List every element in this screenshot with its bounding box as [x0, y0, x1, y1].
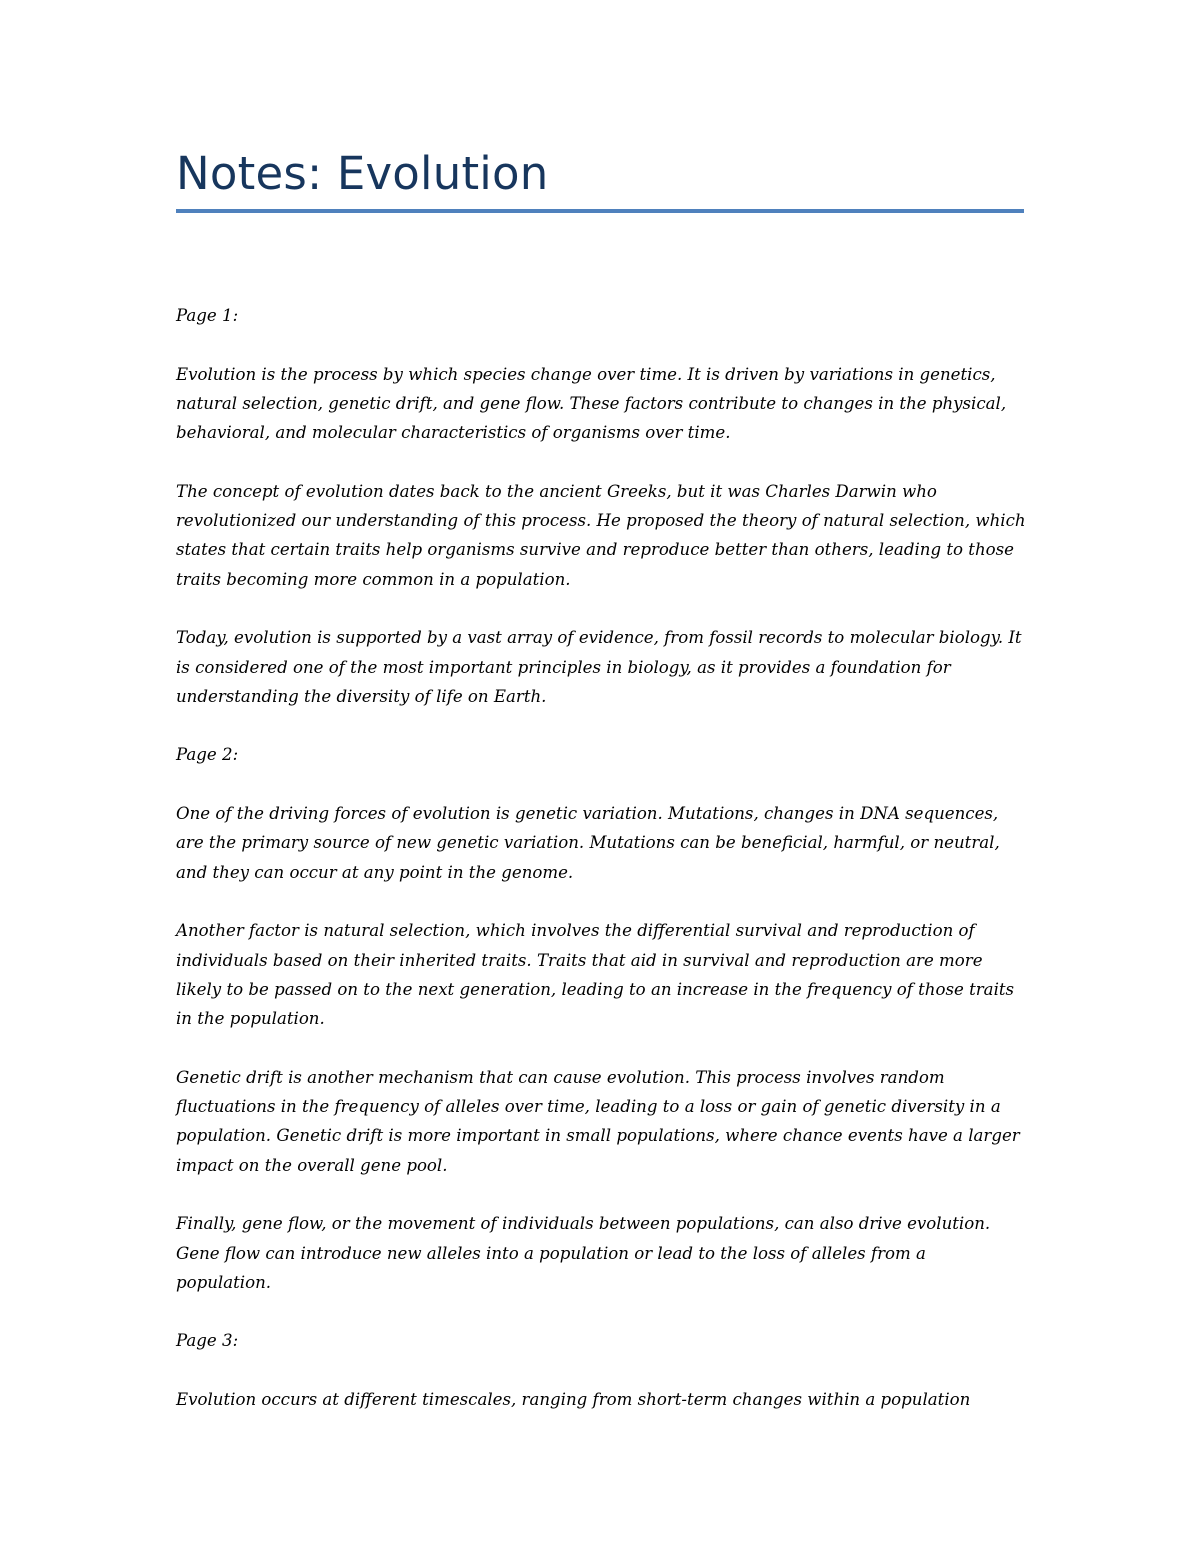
paragraph: Evolution occurs at different timescales, ranging from short-term changes within a population	[176, 1389, 971, 1409]
paragraph: One of the driving forces of evolution is genetic variation. Mutations, changes in DNA sequences, are the primary source of new genetic variation. Mutations can be beneficial, harmful, or neutral, and they can occur at any point in the genome.	[176, 804, 1000, 882]
paragraph: Finally, gene flow, or the movement of individuals between populations, can also drive evolution. Gene flow can introduce new alleles into a population or lead to the loss of alleles from a population.	[176, 1214, 991, 1292]
page-heading-2: Page 2:	[176, 745, 239, 765]
paragraph: Today, evolution is supported by a vast array of evidence, from fossil records to molecular biology. It is considered one of the most important principles in biology, as it provides a foundation for understanding the diversity of life on Earth.	[176, 628, 1022, 706]
paragraph: The concept of evolution dates back to the ancient Greeks, but it was Charles Darwin who revolutionized our understanding of this process. He proposed the theory of natural selection, which states that certain traits help organisms survive and reproduce better than others, leading to those traits becoming more common in a population.	[176, 481, 1026, 589]
title-underline	[176, 209, 1024, 213]
page-heading-1: Page 1:	[176, 306, 239, 325]
paragraph: Genetic drift is another mechanism that can cause evolution. This process involves random fluctuations in the frequency of alleles over time, leading to a loss or gain of genetic diversity in a population. Genetic drift is more important in small populations, where chance events have a larger impact on the overall gene pool.	[176, 1067, 1020, 1175]
document-title: Notes: Evolution	[176, 147, 549, 200]
document-body	[176, 301, 1026, 1444]
page-heading-3: Page 3:	[176, 1331, 239, 1351]
paragraph: Another factor is natural selection, which involves the differential survival and reproduction of individuals based on their inherited traits. Traits that aid in survival and reproduction are more likely to be passed on to the next generation, leading to an increase in the frequency of those traits in the population.	[176, 921, 1015, 1029]
paragraph: Evolution is the process by which species change over time. It is driven by variations in genetics, natural selection, genetic drift, and gene flow. These factors contribute to changes in the physical, behavioral, and molecular characteristics of organisms over time.	[176, 364, 1007, 443]
